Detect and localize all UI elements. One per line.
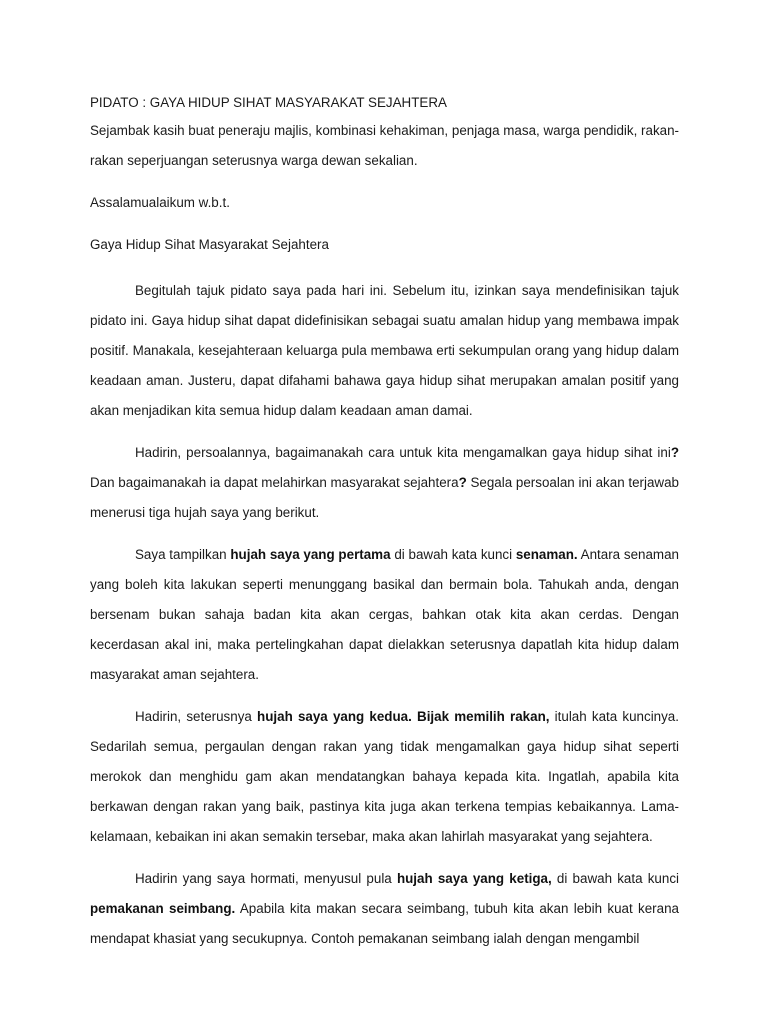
- salam-line: Assalamualaikum w.b.t.: [90, 195, 230, 210]
- paragraph-text: Apabila kita makan secara seimbang, tubuh kita akan lebih kuat kerana mendapat khasiat yang secukupnya. Contoh pemakanan seimbang ialah dengan mengambil: [90, 901, 679, 946]
- speech-title: PIDATO : GAYA HIDUP SIHAT MASYARAKAT SEJAHTERA: [90, 95, 447, 110]
- paragraph-definition: Begitulah tajuk pidato saya pada hari ini. Sebelum itu, izinkan saya mendefinisikan tajuk pidato ini. Gaya hidup sihat dapat didefinisikan sebagai suatu amalan hidup yang membawa impak positif. Manakala, kesejahteraan keluarga pula membawa erti sekumpulan orang yang hidup dalam keadaan aman. Justeru, dapat difahami bahawa gaya hidup sihat merupakan amalan positif yang akan menjadikan kita semua hidup dalam keadaan aman damai.: [90, 283, 679, 418]
- bold-question-mark: ?: [458, 475, 467, 490]
- paragraph-text: Saya tampilkan: [135, 547, 231, 562]
- paragraph-text: di bawah kata kunci: [390, 547, 516, 562]
- bold-argument-label: hujah saya yang ketiga,: [396, 871, 552, 886]
- paragraph-argument-one: [90, 540, 679, 690]
- bold-keyword: pemakanan seimbang.: [90, 901, 236, 916]
- paragraph-argument-three: [90, 864, 679, 954]
- paragraph-text: Hadirin, seterusnya: [135, 709, 258, 724]
- paragraph-questions: [90, 438, 679, 528]
- paragraph-text: itulah kata kuncinya. Sedarilah semua, pergaulan dengan rakan yang tidak mengamalkan gaya hidup sihat seperti merokok dan menghidu gam akan mendatangkan bahaya kepada kita. Ingatlah, apabila kita berkawan dengan rakan yang baik, pastinya kita juga akan terkena tempias kebaikannya. Lama-kelamaan, kebaikan ini akan semakin tersebar, maka akan lahirlah masyarakat yang sejahtera.: [90, 709, 679, 844]
- bold-argument-label: hujah saya yang kedua. Bijak memilih rakan,: [257, 709, 550, 724]
- topic-heading: Gaya Hidup Sihat Masyarakat Sejahtera: [90, 237, 329, 252]
- paragraph-text: Antara senaman yang boleh kita lakukan seperti menunggang basikal dan bermain bola. Tahukah anda, dengan bersenam bukan sahaja badan kita akan cergas, bahkan otak kita akan cerdas. Dengan kecerdasan akal ini, maka pertelingkahan dapat dielakkan seterusnya dapatlah kita hidup dalam masyarakat aman sejahtera.: [90, 547, 679, 682]
- paragraph-argument-two: [90, 702, 679, 852]
- bold-question-mark: ?: [670, 445, 679, 460]
- paragraph-text: Dan bagaimanakah ia dapat melahirkan masyarakat sejahtera: [90, 475, 459, 490]
- paragraph-text: Hadirin yang saya hormati, menyusul pula: [135, 871, 397, 886]
- greeting-paragraph: Sejambak kasih buat peneraju majlis, kombinasi kehakiman, penjaga masa, warga pendidik, rakan-rakan seperjuangan seterusnya warga dewan sekalian.: [90, 123, 679, 168]
- bold-keyword: senaman.: [515, 547, 578, 562]
- paragraph-text: di bawah kata kunci: [551, 871, 679, 886]
- paragraph-text: Segala persoalan ini akan terjawab menerusi tiga hujah saya yang berikut.: [90, 475, 679, 520]
- document-page: [90, 93, 679, 966]
- paragraph-text: Hadirin, persoalannya, bagaimanakah cara untuk kita mengamalkan gaya hidup sihat ini: [135, 445, 671, 460]
- bold-argument-label: hujah saya yang pertama: [230, 547, 391, 562]
